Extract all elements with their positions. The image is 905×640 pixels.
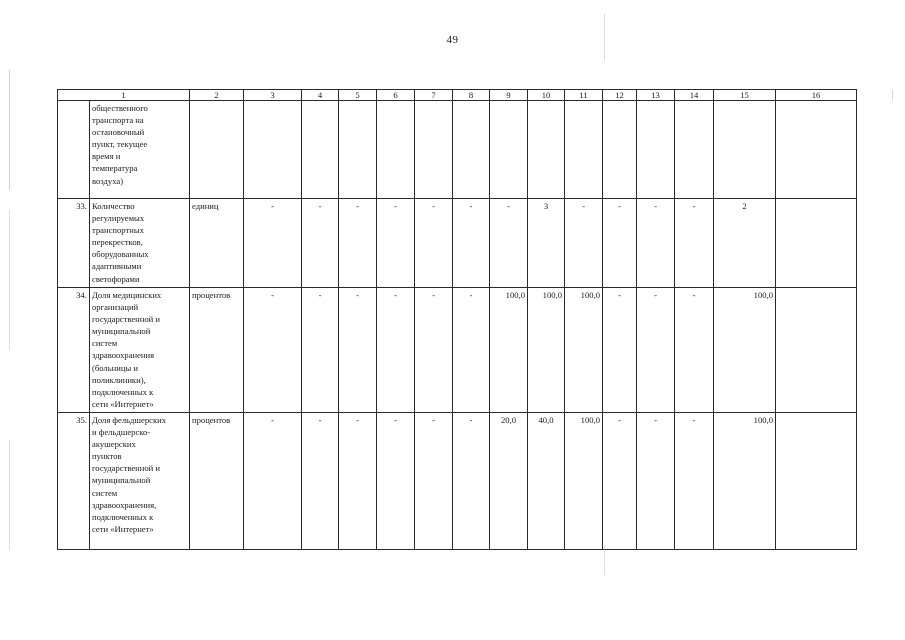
scan-artifact xyxy=(9,440,10,550)
indicator-name-line: температура xyxy=(92,163,138,174)
value-cell xyxy=(637,101,675,199)
value-cell xyxy=(776,199,857,288)
header-cell: 16 xyxy=(776,90,857,101)
indicator-name-line: государственной и xyxy=(92,463,160,474)
indicators-table xyxy=(57,89,857,550)
value-cell: - xyxy=(637,199,675,288)
value-cell: 100,0 xyxy=(490,288,528,413)
unit-cell: процентов xyxy=(190,288,244,413)
scan-artifact xyxy=(9,70,10,190)
header-cell: 10 xyxy=(528,90,565,101)
row-number: 35. xyxy=(58,413,90,550)
scan-artifact xyxy=(604,545,605,575)
indicator-name-line: подключенных к xyxy=(92,511,154,522)
value-cell: 20,0 xyxy=(490,413,528,550)
header-cell: 5 xyxy=(339,90,377,101)
indicator-name-line: Доля фельдшерских xyxy=(92,415,167,425)
indicator-name-line: регулируемых xyxy=(92,213,145,224)
indicator-name-line: пункт, текущее xyxy=(92,139,148,150)
indicator-name-line: подключенных к xyxy=(92,386,154,397)
header-cell: 1 xyxy=(58,90,190,101)
value-cell: - xyxy=(603,288,637,413)
indicator-name-line: здравоохранения, xyxy=(92,499,157,510)
table-row xyxy=(58,199,857,288)
indicator-name-line: систем xyxy=(92,487,118,498)
page-number: 49 xyxy=(446,34,459,46)
indicator-name-line: (больницы и xyxy=(92,362,138,373)
value-cell: - xyxy=(244,413,302,550)
value-cell: - xyxy=(377,199,415,288)
header-cell: 4 xyxy=(302,90,339,101)
indicator-name-line: и фельдшерско- xyxy=(92,427,151,438)
header-cell: 2 xyxy=(190,90,244,101)
indicator-name xyxy=(90,288,190,413)
indicator-name-line: оборудованных xyxy=(92,249,149,260)
value-cell xyxy=(415,101,453,199)
table-row xyxy=(58,288,857,413)
row-number: 34. xyxy=(58,288,90,413)
value-cell: 100,0 xyxy=(528,288,565,413)
value-cell: - xyxy=(675,288,714,413)
header-cell: 6 xyxy=(377,90,415,101)
indicator-name-line: транспорта на xyxy=(92,115,144,126)
value-cell xyxy=(675,101,714,199)
indicator-name xyxy=(90,413,190,550)
indicator-name-line: остановочный xyxy=(92,127,145,138)
value-cell xyxy=(776,413,857,550)
scan-artifact xyxy=(892,90,893,100)
value-cell xyxy=(339,101,377,199)
value-cell: - xyxy=(453,413,490,550)
indicator-name-line: сети «Интернет» xyxy=(92,523,154,534)
value-cell: 3 xyxy=(528,199,565,288)
header-cell: 7 xyxy=(415,90,453,101)
indicator-name-line: здравоохранения xyxy=(92,350,155,361)
value-cell: - xyxy=(302,199,339,288)
value-cell: - xyxy=(415,413,453,550)
indicator-name-line: систем xyxy=(92,338,118,349)
value-cell: - xyxy=(675,413,714,550)
indicator-name-line: адаптивными xyxy=(92,261,142,272)
row-number: 33. xyxy=(58,199,90,288)
value-cell: - xyxy=(339,413,377,550)
value-cell xyxy=(453,101,490,199)
header-cell: 12 xyxy=(603,90,637,101)
value-cell: - xyxy=(377,413,415,550)
table-row xyxy=(58,101,857,199)
value-cell: - xyxy=(244,288,302,413)
value-cell xyxy=(528,101,565,199)
indicator-name-line: муниципальной xyxy=(92,326,151,337)
header-row xyxy=(58,90,857,101)
value-cell: 100,0 xyxy=(714,288,776,413)
value-cell: - xyxy=(637,413,675,550)
value-cell: - xyxy=(339,288,377,413)
value-cell: - xyxy=(302,413,339,550)
header-cell: 3 xyxy=(244,90,302,101)
indicator-name-line: муниципальной xyxy=(92,475,151,486)
value-cell xyxy=(302,101,339,199)
value-cell: - xyxy=(453,288,490,413)
header-cell: 9 xyxy=(490,90,528,101)
value-cell: - xyxy=(377,288,415,413)
indicator-name-line: государственной и xyxy=(92,314,160,325)
value-cell xyxy=(377,101,415,199)
value-cell: - xyxy=(637,288,675,413)
value-cell xyxy=(244,101,302,199)
indicator-name xyxy=(90,199,190,288)
value-cell xyxy=(490,101,528,199)
value-cell: - xyxy=(565,199,603,288)
indicator-name-line: перекрестков, xyxy=(92,237,143,248)
header-cell: 8 xyxy=(453,90,490,101)
scan-artifact xyxy=(9,210,10,350)
indicator-name-line: светофорами xyxy=(92,273,140,284)
header-cell: 11 xyxy=(565,90,603,101)
value-cell xyxy=(565,101,603,199)
row-number xyxy=(58,101,90,199)
indicator-name-line: время и xyxy=(92,151,121,162)
header-cell: 14 xyxy=(675,90,714,101)
value-cell: - xyxy=(302,288,339,413)
value-cell: - xyxy=(603,413,637,550)
indicator-name-line: акушерских xyxy=(92,439,136,450)
value-cell: - xyxy=(244,199,302,288)
value-cell: 100,0 xyxy=(714,413,776,550)
unit-cell: единиц xyxy=(190,199,244,288)
unit-cell xyxy=(190,101,244,199)
value-cell xyxy=(776,288,857,413)
value-cell: - xyxy=(603,199,637,288)
value-cell xyxy=(714,101,776,199)
value-cell: 2 xyxy=(714,199,776,288)
indicator-name-line: пунктов xyxy=(92,451,122,462)
value-cell: - xyxy=(415,199,453,288)
indicator-name-line: организаций xyxy=(92,302,139,313)
header-cell: 13 xyxy=(637,90,675,101)
value-cell: 100,0 xyxy=(565,288,603,413)
value-cell: - xyxy=(453,199,490,288)
indicator-name-line: воздуха) xyxy=(92,175,124,186)
indicator-name-line: транспортных xyxy=(92,225,144,236)
indicator-name xyxy=(90,101,190,199)
indicator-name-line: поликлиники), xyxy=(92,374,146,385)
indicator-name-line: Количество xyxy=(92,201,135,211)
value-cell xyxy=(603,101,637,199)
table-row xyxy=(58,413,857,550)
value-cell xyxy=(776,101,857,199)
value-cell: 40,0 xyxy=(528,413,565,550)
value-cell: - xyxy=(675,199,714,288)
value-cell: - xyxy=(339,199,377,288)
value-cell: - xyxy=(415,288,453,413)
indicator-name-line: Доля медицинских xyxy=(92,290,162,300)
indicator-name-line: сети «Интернет» xyxy=(92,398,154,409)
indicator-name-line: общественного xyxy=(92,103,148,113)
scan-artifact xyxy=(604,14,605,60)
value-cell: 100,0 xyxy=(565,413,603,550)
value-cell: - xyxy=(490,199,528,288)
unit-cell: процентов xyxy=(190,413,244,550)
header-cell: 15 xyxy=(714,90,776,101)
